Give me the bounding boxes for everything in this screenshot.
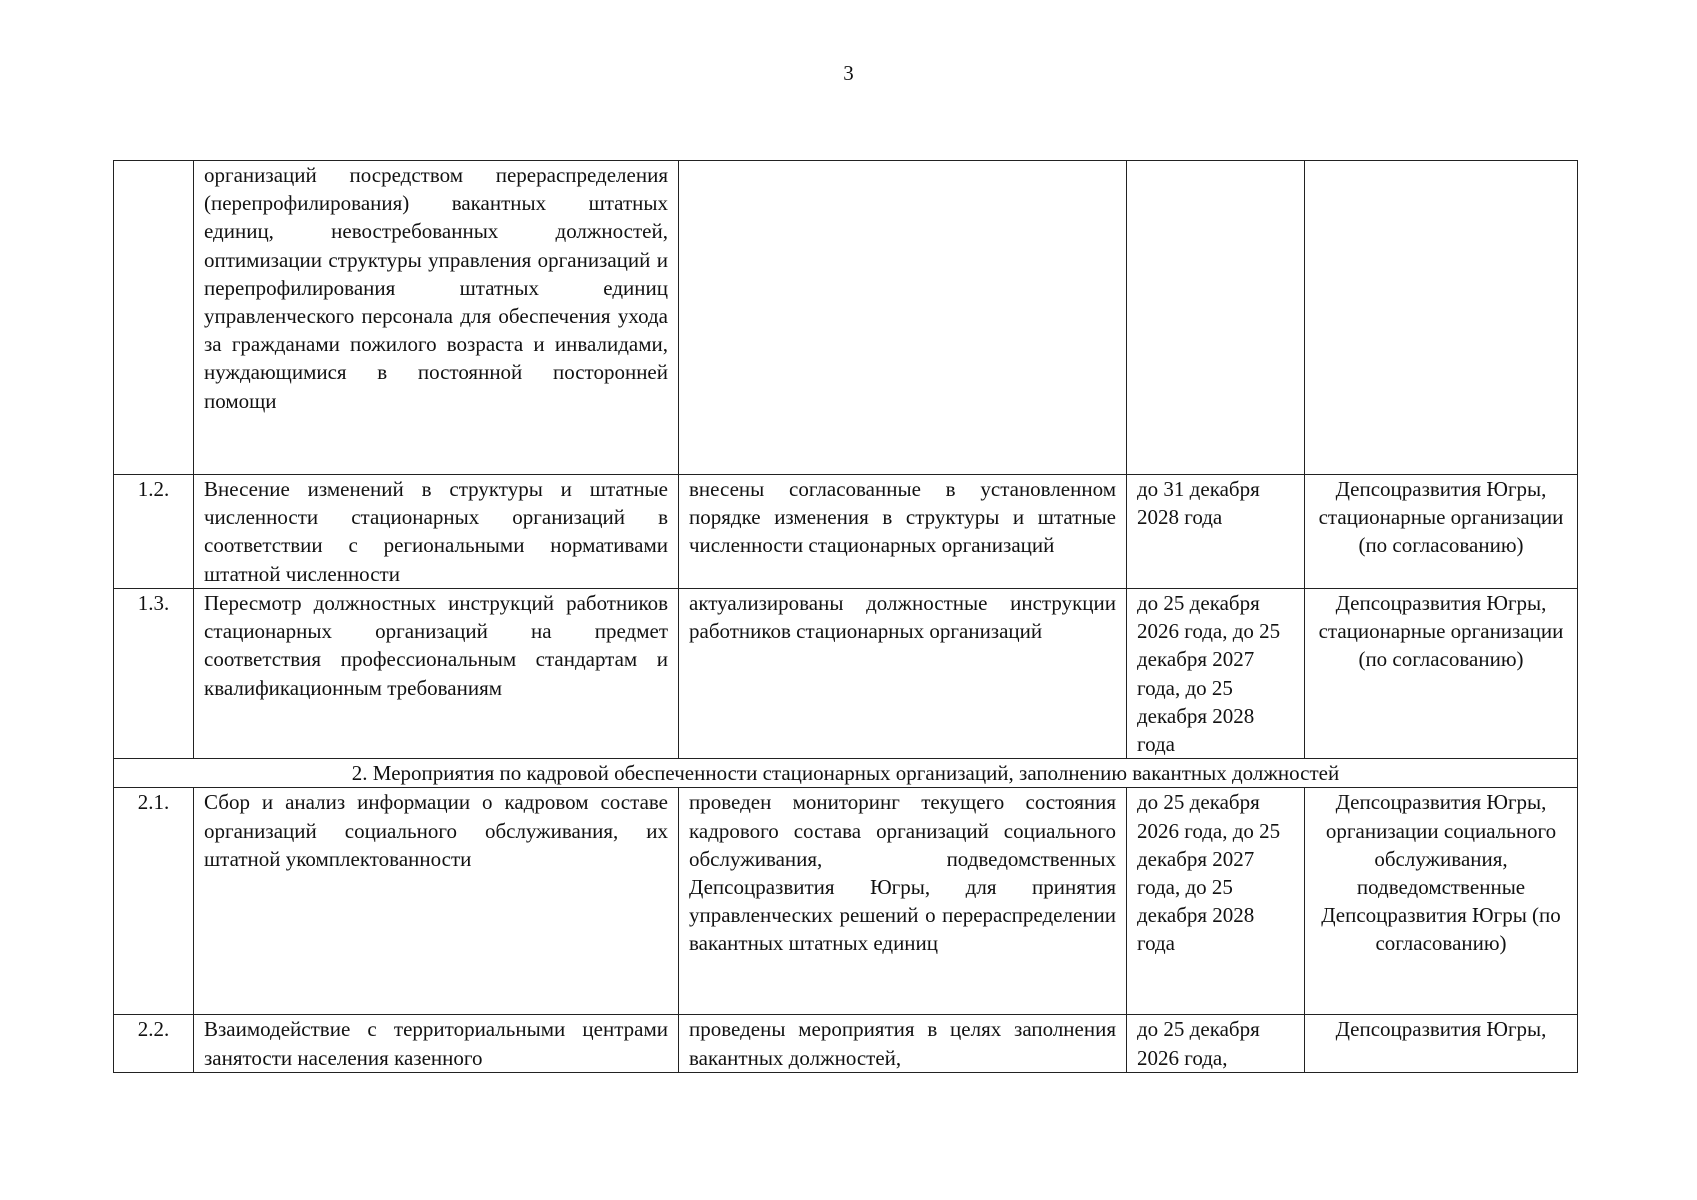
deadline-cell: до 25 декабря 2026 года, bbox=[1127, 1015, 1305, 1073]
activity-cell: организаций посредством перераспределения (перепрофилирования) вакантных штатных единиц, невостребованных должностей, оптимизации структуры управления организаций и перепрофилирования штатных единиц управленческого персонала для обеспечения ухода за гражданами пожилого возраста и инвалидами, нуждающимися в постоянной посторонней помощи bbox=[194, 161, 679, 475]
action-plan-table bbox=[113, 160, 1578, 1073]
responsible-cell bbox=[1305, 161, 1578, 475]
section-title: 2. Мероприятия по кадровой обеспеченности стационарных организаций, заполнению вакантных должностей bbox=[114, 759, 1578, 788]
result-cell bbox=[679, 161, 1127, 475]
responsible-cell: Депсоцразвития Югры, стационарные организации (по согласованию) bbox=[1305, 475, 1578, 589]
table-row bbox=[114, 1015, 1578, 1073]
row-number bbox=[114, 161, 194, 475]
activity-cell: Пересмотр должностных инструкций работников стационарных организаций на предмет соответствия профессиональным стандартам и квалификационным требованиям bbox=[194, 589, 679, 759]
table-row bbox=[114, 788, 1578, 1015]
responsible-cell: Депсоцразвития Югры, стационарные организации (по согласованию) bbox=[1305, 589, 1578, 759]
activity-cell: Сбор и анализ информации о кадровом составе организаций социального обслуживания, их штатной укомплектованности bbox=[194, 788, 679, 1015]
row-number: 2.2. bbox=[114, 1015, 194, 1073]
table-row bbox=[114, 161, 1578, 475]
page-number: 3 bbox=[843, 61, 854, 85]
result-cell: проведены мероприятия в целях заполнения вакантных должностей, bbox=[679, 1015, 1127, 1073]
result-cell: актуализированы должностные инструкции работников стационарных организаций bbox=[679, 589, 1127, 759]
row-number: 1.3. bbox=[114, 589, 194, 759]
table-row bbox=[114, 475, 1578, 589]
row-number: 1.2. bbox=[114, 475, 194, 589]
result-cell: внесены согласованные в установленном порядке изменения в структуры и штатные численности стационарных организаций bbox=[679, 475, 1127, 589]
section-header-row bbox=[114, 759, 1578, 788]
deadline-cell: до 25 декабря 2026 года, до 25 декабря 2027 года, до 25 декабря 2028 года bbox=[1127, 788, 1305, 1015]
table-row bbox=[114, 589, 1578, 759]
activity-cell: Внесение изменений в структуры и штатные численности стационарных организаций в соответствии с региональными нормативами штатной численности bbox=[194, 475, 679, 589]
responsible-cell: Депсоцразвития Югры, bbox=[1305, 1015, 1578, 1073]
responsible-cell: Депсоцразвития Югры, организации социального обслуживания, подведомственные Депсоцразвития Югры (по согласованию) bbox=[1305, 788, 1578, 1015]
deadline-cell: до 31 декабря 2028 года bbox=[1127, 475, 1305, 589]
deadline-cell: до 25 декабря 2026 года, до 25 декабря 2027 года, до 25 декабря 2028 года bbox=[1127, 589, 1305, 759]
activity-cell: Взаимодействие с территориальными центрами занятости населения казенного bbox=[194, 1015, 679, 1073]
result-cell: проведен мониторинг текущего состояния кадрового состава организаций социального обслуживания, подведомственных Депсоцразвития Югры, для принятия управленческих решений о перераспределении вакантных штатных единиц bbox=[679, 788, 1127, 1015]
deadline-cell bbox=[1127, 161, 1305, 475]
row-number: 2.1. bbox=[114, 788, 194, 1015]
